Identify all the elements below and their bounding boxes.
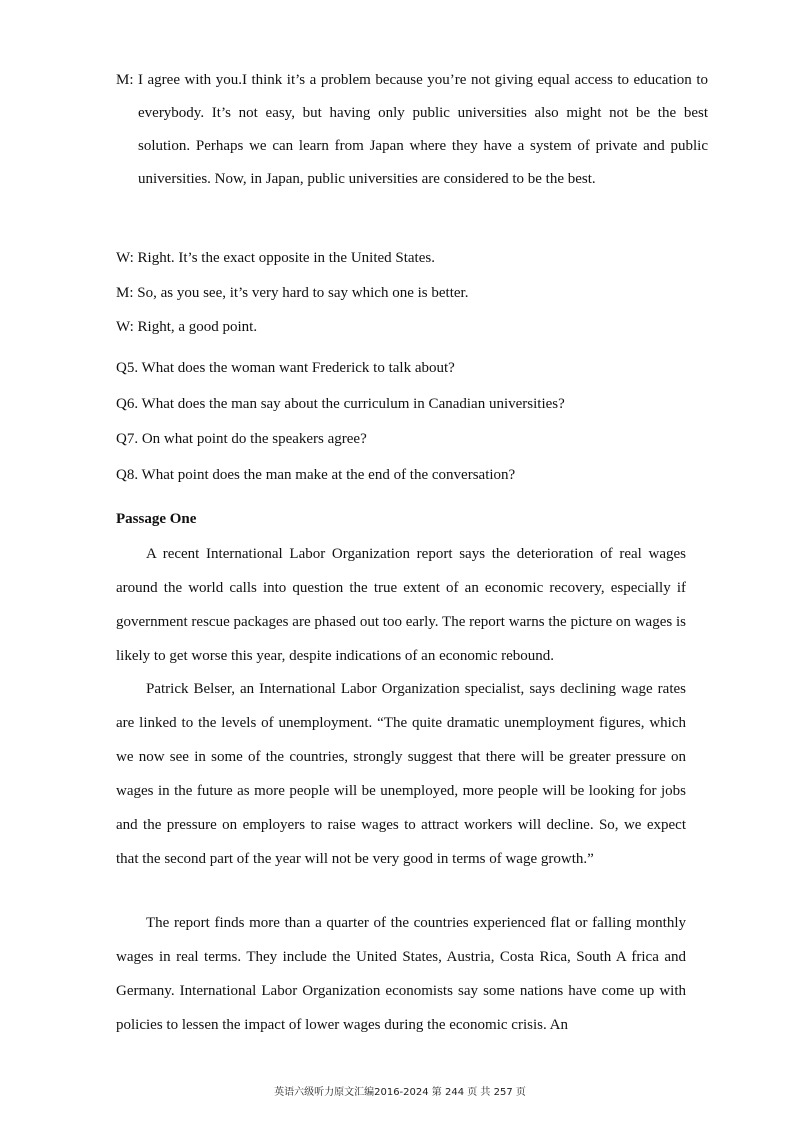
passage-paragraph-1: A recent International Labor Organization report says the deterioration of real wages around the world calls into question the true extent of an economic recovery, especially if government rescue packages are phased out too early. The report warns the picture on wages is likely to get worse this year, despite indications of an economic rebound. [116, 546, 686, 664]
question-q8: Q8. What point does the man make at the end of the conversation? [116, 467, 516, 483]
passage-heading: Passage One [116, 511, 197, 527]
question-q5: Q5. What does the woman want Frederick to talk about? [116, 360, 455, 376]
dialogue-line-man-1: M: I agree with you.I think it’s a problem because you’re not giving equal access to education to everybody. It’s not easy, but having only public universities also might not be the best solution. Perhaps we can learn from Japan where they have a system of private and public universities. Now, in Japan, public universities are considered to be the best. [116, 72, 708, 187]
passage-paragraph-3: The report finds more than a quarter of the countries experienced flat or falling monthly wages in real terms. They include the United States, Austria, Costa Rica, South A frica and Germany. International Labor Organization economists say some nations have come up with policies to lessen the impact of lower wages during the economic crisis. An [116, 915, 686, 1033]
passage-paragraph-2: Patrick Belser, an International Labor Organization specialist, says declining wage rates are linked to the levels of unemployment. “The quite dramatic unemployment figures, which we now see in some of the countries, strongly suggest that there will be greater pressure on wages in the future as more people will be unemployed, more people will be looking for jobs and the pressure on employers to raise wages to attract workers will decline. So, we expect that the second part of the year will not be very good in terms of wage growth.” [116, 681, 686, 867]
page-footer: 英语六级听力原文汇编2016-2024 第 244 页 共 257 页 [274, 1087, 526, 1098]
dialogue-line-woman-2: W: Right, a good point. [116, 319, 258, 335]
question-q6: Q6. What does the man say about the curriculum in Canadian universities? [116, 396, 565, 412]
dialogue-line-man-2: M: So, as you see, it’s very hard to say which one is better. [116, 285, 469, 301]
dialogue-line-woman-1: W: Right. It’s the exact opposite in the United States. [116, 250, 435, 266]
question-q7: Q7. On what point do the speakers agree? [116, 431, 367, 447]
